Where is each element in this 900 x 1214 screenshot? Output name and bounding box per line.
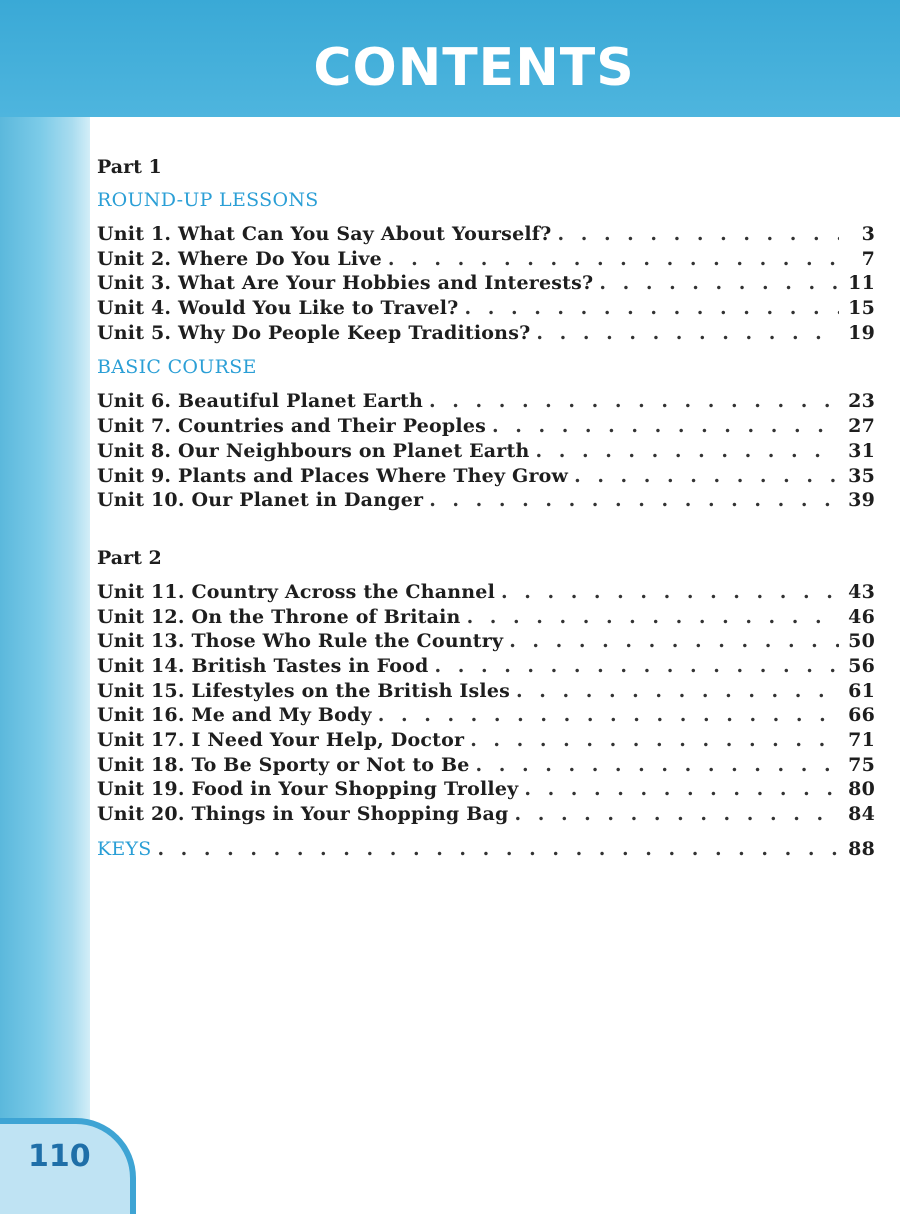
toc-entry[interactable] (97, 247, 875, 272)
dot-leader (429, 488, 839, 513)
entry-page: 80 (848, 778, 875, 801)
entry-page: 61 (848, 679, 875, 702)
entry-title: Unit 17. I Need Your Help, Doctor (97, 729, 465, 751)
entry-page: 7 (861, 247, 875, 270)
header-band (0, 0, 900, 117)
dot-leader (536, 439, 839, 464)
entry-title: Unit 14. British Tastes in Food (97, 654, 429, 677)
toc-entry[interactable] (97, 580, 875, 605)
entry-page: 88 (848, 837, 875, 860)
toc-entry[interactable] (97, 728, 875, 753)
dot-leader (501, 580, 839, 605)
entry-title: Unit 5. Why Do People Keep Traditions? (97, 321, 531, 344)
toc-entry[interactable] (97, 703, 875, 728)
entry-page: 3 (861, 223, 875, 245)
section-heading-basic-course: BASIC COURSE (97, 356, 257, 379)
entry-page: 50 (848, 630, 875, 653)
entry-page: 84 (848, 803, 875, 826)
entry-title: KEYS (97, 837, 152, 860)
toc-entry[interactable] (97, 488, 875, 513)
dot-leader (476, 753, 839, 778)
toc-entry[interactable] (97, 753, 875, 778)
entry-page: 71 (848, 729, 875, 751)
entry-page: 56 (848, 654, 875, 677)
entry-page: 46 (848, 605, 875, 628)
toc-entry[interactable] (97, 802, 875, 827)
dot-leader (514, 802, 839, 827)
toc-entry[interactable] (97, 296, 875, 321)
toc-entry[interactable] (97, 414, 875, 439)
toc-entry[interactable] (97, 629, 875, 654)
toc-entry[interactable] (97, 222, 875, 247)
dot-leader (509, 629, 839, 654)
toc-entry[interactable] (97, 679, 875, 704)
section-heading-round-up: ROUND-UP LESSONS (97, 189, 319, 211)
entry-page: 39 (848, 489, 875, 512)
entry-title: Unit 7. Countries and Their Peoples (97, 415, 487, 438)
entry-page: 66 (848, 704, 875, 727)
dot-leader (429, 389, 839, 414)
entry-page: 27 (848, 415, 875, 438)
dot-leader (536, 321, 839, 346)
entry-title: Unit 15. Lifestyles on the British Isles (97, 679, 511, 702)
part-1-label: Part 1 (97, 156, 162, 178)
entry-title: Unit 8. Our Neighbours on Planet Earth (97, 439, 530, 462)
entry-page: 11 (848, 272, 875, 295)
dot-leader (157, 837, 839, 862)
dot-leader (574, 464, 839, 489)
entry-title: Unit 10. Our Planet in Danger (97, 489, 424, 512)
entry-title: Unit 9. Plants and Places Where They Grow (97, 464, 569, 487)
dot-leader (557, 222, 839, 247)
part-2-list (97, 580, 875, 827)
entry-title: Unit 16. Me and My Body (97, 704, 372, 727)
page-number: 110 (28, 1139, 91, 1174)
entry-title: Unit 20. Things in Your Shopping Bag (97, 803, 509, 826)
dot-leader (378, 703, 839, 728)
entry-title: Unit 6. Beautiful Planet Earth (97, 390, 424, 413)
toc-entry[interactable] (97, 439, 875, 464)
toc-entry[interactable] (97, 464, 875, 489)
dot-leader (516, 679, 839, 704)
toc-entry-keys[interactable] (97, 837, 875, 862)
toc-entry[interactable] (97, 389, 875, 414)
entry-page: 19 (848, 321, 875, 344)
entry-title: Unit 12. On the Throne of Britain (97, 605, 461, 628)
part-2-label: Part 2 (97, 546, 162, 569)
entry-page: 43 (848, 580, 875, 603)
entry-title: Unit 2. Where Do You Live (97, 247, 382, 270)
dot-leader (524, 777, 839, 802)
toc-entry[interactable] (97, 271, 875, 296)
entry-title: Unit 19. Food in Your Shopping Trolley (97, 778, 519, 801)
entry-title: Unit 13. Those Who Rule the Country (97, 630, 504, 653)
left-sidebar-decoration (0, 0, 90, 1200)
dot-leader (470, 728, 839, 753)
entry-title: Unit 3. What Are Your Hobbies and Interests? (97, 272, 594, 295)
entry-title: Unit 11. Country Across the Channel (97, 580, 496, 603)
entry-page: 75 (848, 753, 875, 776)
dot-leader (465, 296, 839, 321)
entry-page: 23 (848, 390, 875, 413)
entry-page: 35 (848, 464, 875, 487)
round-up-list (97, 222, 875, 345)
dot-leader (599, 271, 839, 296)
dot-leader (492, 414, 839, 439)
basic-course-list (97, 389, 875, 512)
page-title: CONTENTS (313, 38, 635, 98)
toc-entry[interactable] (97, 777, 875, 802)
entry-title: Unit 1. What Can You Say About Yourself? (97, 223, 552, 245)
entry-title: Unit 18. To Be Sporty or Not to Be (97, 753, 470, 776)
toc-entry[interactable] (97, 605, 875, 630)
dot-leader (388, 247, 839, 272)
dot-leader (435, 654, 839, 679)
dot-leader (467, 605, 839, 630)
entry-title: Unit 4. Would You Like to Travel? (97, 297, 459, 320)
entry-page: 31 (848, 439, 875, 462)
entry-page: 15 (848, 297, 875, 320)
toc-entry[interactable] (97, 654, 875, 679)
table-of-contents (97, 155, 875, 861)
toc-entry[interactable] (97, 321, 875, 346)
